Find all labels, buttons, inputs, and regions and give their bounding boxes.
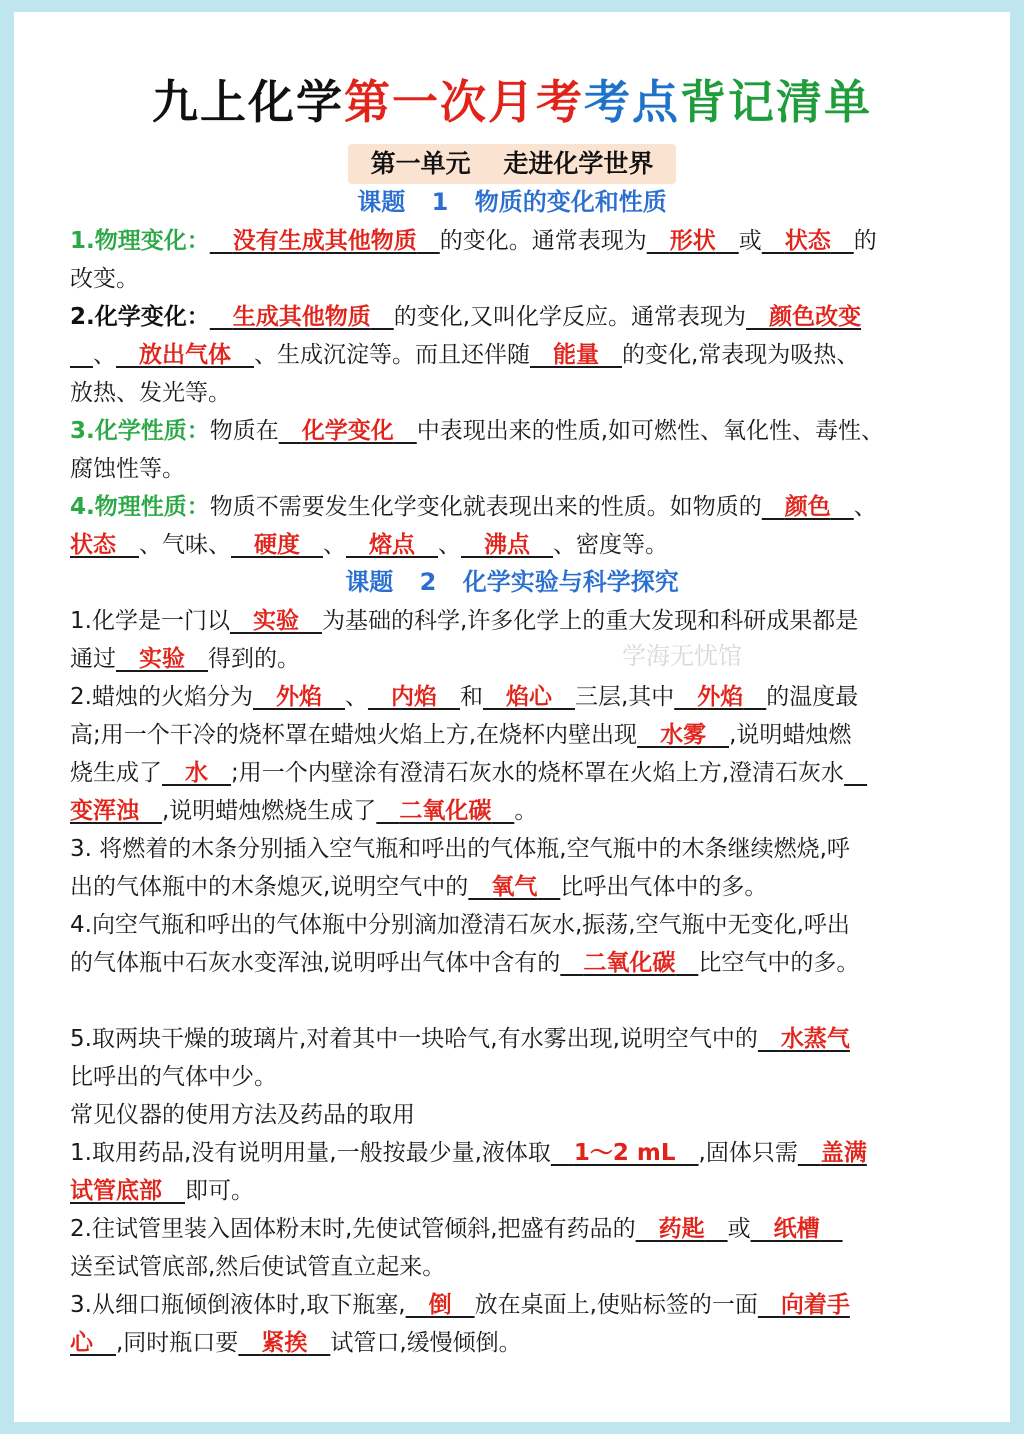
line-26: 送至试管底部,然后使试管直立起来。 — [70, 1254, 446, 1280]
line-18: 4.向空气瓶和呼出的气体瓶中分别滴加澄清石灰水,振荡,空气瓶中无变化,呼出 — [70, 912, 850, 938]
line-15: 变浑浊 ,说明蜡烛燃烧生成了 二氧化碳 。 — [70, 798, 538, 824]
line-25: 2.往试管里装入固体粉末时,先使试管倾斜,把盛有药品的 药匙 或 纸槽 — [70, 1216, 820, 1242]
line-27: 3.从细口瓶倾倒液体时,取下瓶塞, 倒 放在桌面上,使贴标签的一面 向着手 — [70, 1292, 850, 1318]
line-19: 的气体瓶中石灰水变浑浊,说明呼出气体中含有的 二氧化碳 比空气中的多。 — [70, 950, 860, 976]
topic-1-heading: 课题 1 物质的变化和性质 — [357, 188, 667, 216]
line-14: 烧生成了 水 ;用一个内壁涂有澄清石灰水的烧杯罩在火焰上方,澄清石灰水 — [70, 760, 845, 786]
line-chemical-change: 2.化学变化： 生成其他物质 的变化,又叫化学反应。通常表现为 颜色改变 — [70, 304, 862, 330]
line-10: 1.化学是一门以 实验 为基础的科学,许多化学上的重大发现和科研成果都是 — [70, 608, 859, 634]
line-physical-property: 4.物理性质：物质不需要发生化学变化就表现出来的性质。如物质的 颜色 、 — [70, 494, 877, 520]
page-title: 九上化学第一次月考考点背记清单 — [152, 75, 872, 129]
line-11: 通过 实验 得到的。 — [70, 646, 300, 672]
line-2: 改变。 — [70, 266, 139, 292]
line-9: 状态 、气味、 硬度 、 熔点 、 沸点 、密度等。 — [70, 532, 668, 558]
line-13: 高;用一个干冷的烧杯罩在蜡烛火焰上方,在烧杯内壁出现 水雾 ,说明蜡烛燃 — [70, 722, 852, 748]
line-physical-change: 1.物理变化： 没有生成其他物质 的变化。通常表现为 形状 或 状态 的 — [70, 228, 877, 254]
line-28: 心 ,同时瓶口要 紧挨 试管口,缓慢倾倒。 — [70, 1330, 522, 1356]
line-16: 3. 将燃着的木条分别插入空气瓶和呼出的气体瓶,空气瓶中的木条继续燃烧,呼 — [70, 836, 850, 862]
line-5: 放热、发光等。 — [70, 380, 231, 406]
line-4: 、 放出气体 、生成沉淀等。而且还伴随 能量 的变化,常表现为吸热、 — [93, 342, 860, 368]
line-7: 腐蚀性等。 — [70, 456, 185, 482]
line-24: 试管底部 即可。 — [70, 1178, 254, 1204]
unit-heading: 第一单元 走进化学世界 — [348, 144, 676, 184]
line-20: 5.取两块干燥的玻璃片,对着其中一块哈气,有水雾出现,说明空气中的 水蒸气 — [70, 1026, 850, 1052]
line-17: 出的气体瓶中的木条熄灭,说明空气中的 氧气 比呼出气体中的多。 — [70, 874, 768, 900]
line-chemical-property: 3.化学性质：物质在 化学变化 中表现出来的性质,如可燃性、氧化性、毒性、 — [70, 418, 885, 444]
line-23: 1.取用药品,没有说明用量,一般按最少量,液体取 1～2 mL ,固体只需 盖满 — [70, 1140, 867, 1166]
line-12: 2.蜡烛的火焰分为 外焰 、 内焰 和 焰心 三层,其中 外焰 的温度最 — [70, 684, 859, 710]
line-21: 比呼出的气体中少。 — [70, 1064, 277, 1090]
topic-2-heading: 课题 2 化学实验与科学探究 — [345, 568, 679, 596]
watermark-text: 学海无忧馆 — [622, 642, 742, 670]
line-22: 常见仪器的使用方法及药品的取用 — [70, 1102, 415, 1128]
